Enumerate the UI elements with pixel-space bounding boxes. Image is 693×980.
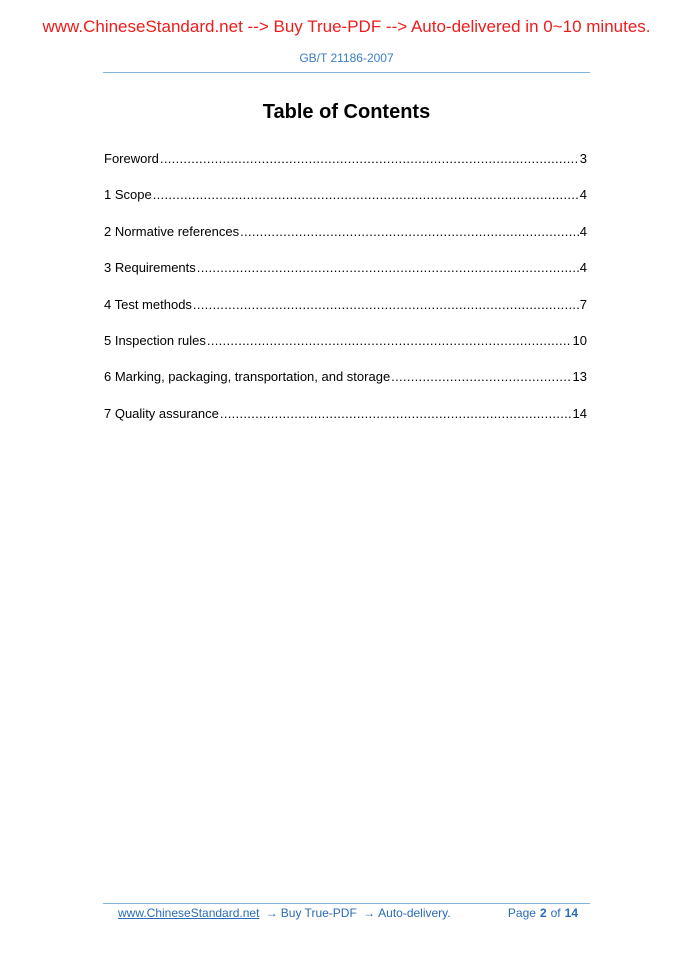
toc-entry-foreword[interactable] [104, 151, 587, 187]
toc-leader-dots [193, 297, 579, 312]
toc-entry-page: 14 [572, 405, 587, 421]
toc-entry-test-methods[interactable] [104, 297, 587, 333]
toc-leader-dots [391, 369, 571, 384]
toc-entry-label: 7 Quality assurance [104, 405, 219, 421]
toc-list [104, 151, 587, 442]
toc-entry-inspection-rules[interactable] [104, 333, 587, 369]
toc-entry-marking-packaging[interactable] [104, 369, 587, 405]
header-divider [103, 72, 590, 73]
toc-entry-label: 5 Inspection rules [104, 332, 206, 348]
footer-buy-text: Buy True-PDF [280, 906, 357, 920]
page-current-number: 2 [539, 906, 547, 920]
toc-entry-page: 10 [572, 332, 587, 348]
footer-site-link[interactable]: www.ChineseStandard.net [118, 906, 260, 920]
toc-entry-normative-references[interactable] [104, 224, 587, 260]
toc-leader-dots [153, 187, 579, 202]
toc-entry-quality-assurance[interactable] [104, 406, 587, 442]
document-code-header: GB/T 21186-2007 [299, 51, 394, 65]
page-indicator [508, 906, 578, 920]
toc-entry-label: 1 Scope [104, 187, 152, 203]
toc-leader-dots [197, 260, 579, 275]
page-total-number: 14 [564, 906, 578, 920]
toc-entry-label: 3 Requirements [104, 260, 196, 276]
arrow-right-icon: → [265, 906, 278, 920]
toc-leader-dots [240, 224, 579, 239]
toc-leader-dots [220, 406, 572, 421]
footer-delivery-text: Auto-delivery. [378, 906, 451, 920]
page-of-label: of [550, 906, 561, 920]
toc-entry-requirements[interactable] [104, 260, 587, 296]
toc-entry-label: Foreword [104, 151, 159, 166]
toc-entry-page: 13 [572, 369, 587, 385]
toc-entry-scope[interactable] [104, 187, 587, 223]
toc-entry-page: 3 [579, 151, 587, 166]
toc-entry-label: 4 Test methods [104, 296, 192, 312]
toc-leader-dots [160, 151, 579, 166]
page-label: Page [507, 906, 536, 920]
toc-title: Table of Contents [262, 101, 431, 123]
arrow-right-icon: → [363, 906, 376, 920]
promo-banner[interactable]: www.ChineseStandard.net --> Buy True-PDF --> Auto-delivered in 0~10 minutes. [42, 17, 651, 36]
toc-entry-label: 6 Marking, packaging, transportation, and storage [104, 369, 391, 385]
footer-divider [103, 903, 590, 904]
toc-entry-page: 4 [579, 260, 587, 276]
toc-entry-page: 4 [579, 223, 587, 239]
toc-leader-dots [207, 333, 572, 348]
toc-entry-page: 4 [579, 187, 587, 203]
toc-entry-page: 7 [579, 296, 587, 312]
page-footer [118, 906, 583, 920]
toc-entry-label: 2 Normative references [104, 223, 240, 239]
